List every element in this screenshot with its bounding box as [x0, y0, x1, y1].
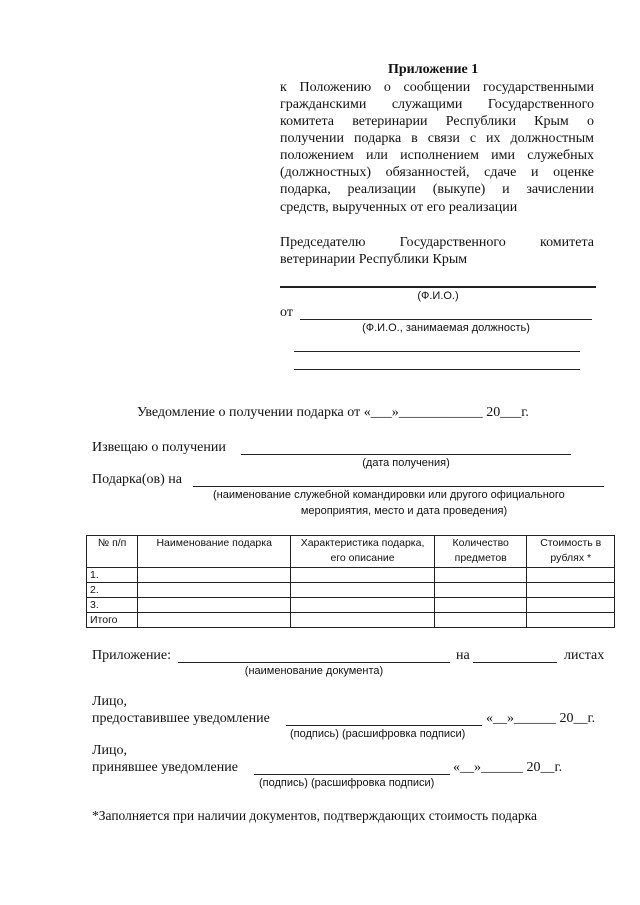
from-line[interactable]: [300, 319, 592, 320]
table-row: [87, 583, 615, 598]
table-cell[interactable]: [138, 568, 291, 583]
footnote: *Заполняется при наличии документов, подтверждающих стоимость подарка: [92, 808, 538, 823]
table-cell[interactable]: [291, 583, 435, 598]
table-cell[interactable]: 2.: [87, 583, 138, 598]
addressee-line2: ветеринарии Республики Крым: [280, 252, 468, 267]
table-cell[interactable]: [527, 568, 615, 583]
addressee-line1: Председателю Государственного комитета: [280, 235, 594, 250]
attachment-sheets: листах: [564, 648, 605, 663]
appendix-line: подарка, реализации (выкупе) и зачислении: [280, 182, 594, 197]
from-label: от: [280, 305, 293, 320]
table-cell[interactable]: [434, 568, 527, 583]
table-header-row: [87, 536, 615, 568]
submitter-hint: (подпись) (расшифровка подписи): [290, 728, 466, 740]
table-cell[interactable]: [138, 598, 291, 613]
received-hint: (дата получения): [362, 457, 450, 469]
received-line[interactable]: [241, 454, 571, 455]
table-cell[interactable]: [138, 583, 291, 598]
appendix-line: (должностных) обязанностей, сдаче и оценке: [280, 165, 594, 180]
attachment-label: Приложение:: [92, 648, 172, 663]
receiver-hint: (подпись) (расшифровка подписи): [259, 777, 435, 789]
table-cell[interactable]: 3.: [87, 598, 138, 613]
table-cell[interactable]: [291, 568, 435, 583]
appendix-last-line: средств, вырученных от его реализации: [280, 200, 518, 215]
table-cell[interactable]: [527, 583, 615, 598]
table-cell[interactable]: [527, 613, 615, 628]
appendix-line: получении подарка в связи с их должностным: [280, 131, 594, 146]
submitter-label-2: предоставившее уведомление: [92, 711, 270, 726]
submitter-label-1: Лицо,: [92, 694, 127, 709]
table-cell[interactable]: [138, 613, 291, 628]
receiver-signature-line[interactable]: [254, 774, 450, 775]
table-cell[interactable]: [434, 613, 527, 628]
table-cell[interactable]: [527, 598, 615, 613]
submitter-signature-line[interactable]: [286, 725, 482, 726]
table-cell[interactable]: [291, 598, 435, 613]
from-hint: (Ф.И.О., занимаемая должность): [362, 322, 530, 334]
appendix-line: к Положению о сообщении государственными: [280, 80, 594, 95]
position-line-1[interactable]: [294, 351, 580, 352]
received-label: Извещаю о получении: [92, 440, 226, 455]
appendix-line: положением или исполнением ими служебных: [280, 148, 594, 163]
gift-table: [86, 535, 615, 628]
table-row: [87, 598, 615, 613]
col-name: Наименование подарка: [138, 536, 291, 568]
table-row: [87, 568, 615, 583]
fio-line[interactable]: [280, 286, 596, 288]
attachment-line[interactable]: [178, 662, 450, 663]
col-quantity: Количество предметов: [434, 536, 527, 568]
gift-on-line[interactable]: [193, 486, 604, 487]
position-line-2[interactable]: [294, 369, 580, 370]
col-description: Характеристика подарка, его описание: [291, 536, 435, 568]
attachment-on: на: [456, 648, 470, 663]
gift-on-hint-2: мероприятия, место и дата проведения): [300, 505, 508, 517]
appendix-line: гражданскими служащими Государственного: [280, 97, 594, 112]
receiver-date: «__»______ 20__г.: [453, 760, 563, 775]
table-cell[interactable]: [434, 598, 527, 613]
table-cell[interactable]: [291, 613, 435, 628]
appendix-title: Приложение 1: [388, 62, 479, 77]
notice-heading: Уведомление о получении подарка от «___»____________ 20___г.: [137, 405, 529, 420]
receiver-label-2: принявшее уведомление: [92, 760, 238, 775]
attachment-hint: (наименование документа): [244, 665, 384, 677]
fio-hint: (Ф.И.О.): [417, 290, 459, 302]
table-cell[interactable]: Итого: [87, 613, 138, 628]
appendix-line: комитета ветеринарии Республики Крым о: [280, 114, 594, 129]
table-cell[interactable]: [434, 583, 527, 598]
table-total-row: [87, 613, 615, 628]
sheets-line[interactable]: [473, 662, 557, 663]
table-cell[interactable]: 1.: [87, 568, 138, 583]
gift-on-label: Подарка(ов) на: [92, 472, 182, 487]
submitter-date: «__»______ 20__г.: [486, 711, 596, 726]
gift-on-hint-1: (наименование служебной командировки или другого официального: [213, 489, 565, 501]
col-number: № п/п: [87, 536, 138, 568]
col-cost: Стоимость в рублях *: [527, 536, 615, 568]
receiver-label-1: Лицо,: [92, 743, 127, 758]
